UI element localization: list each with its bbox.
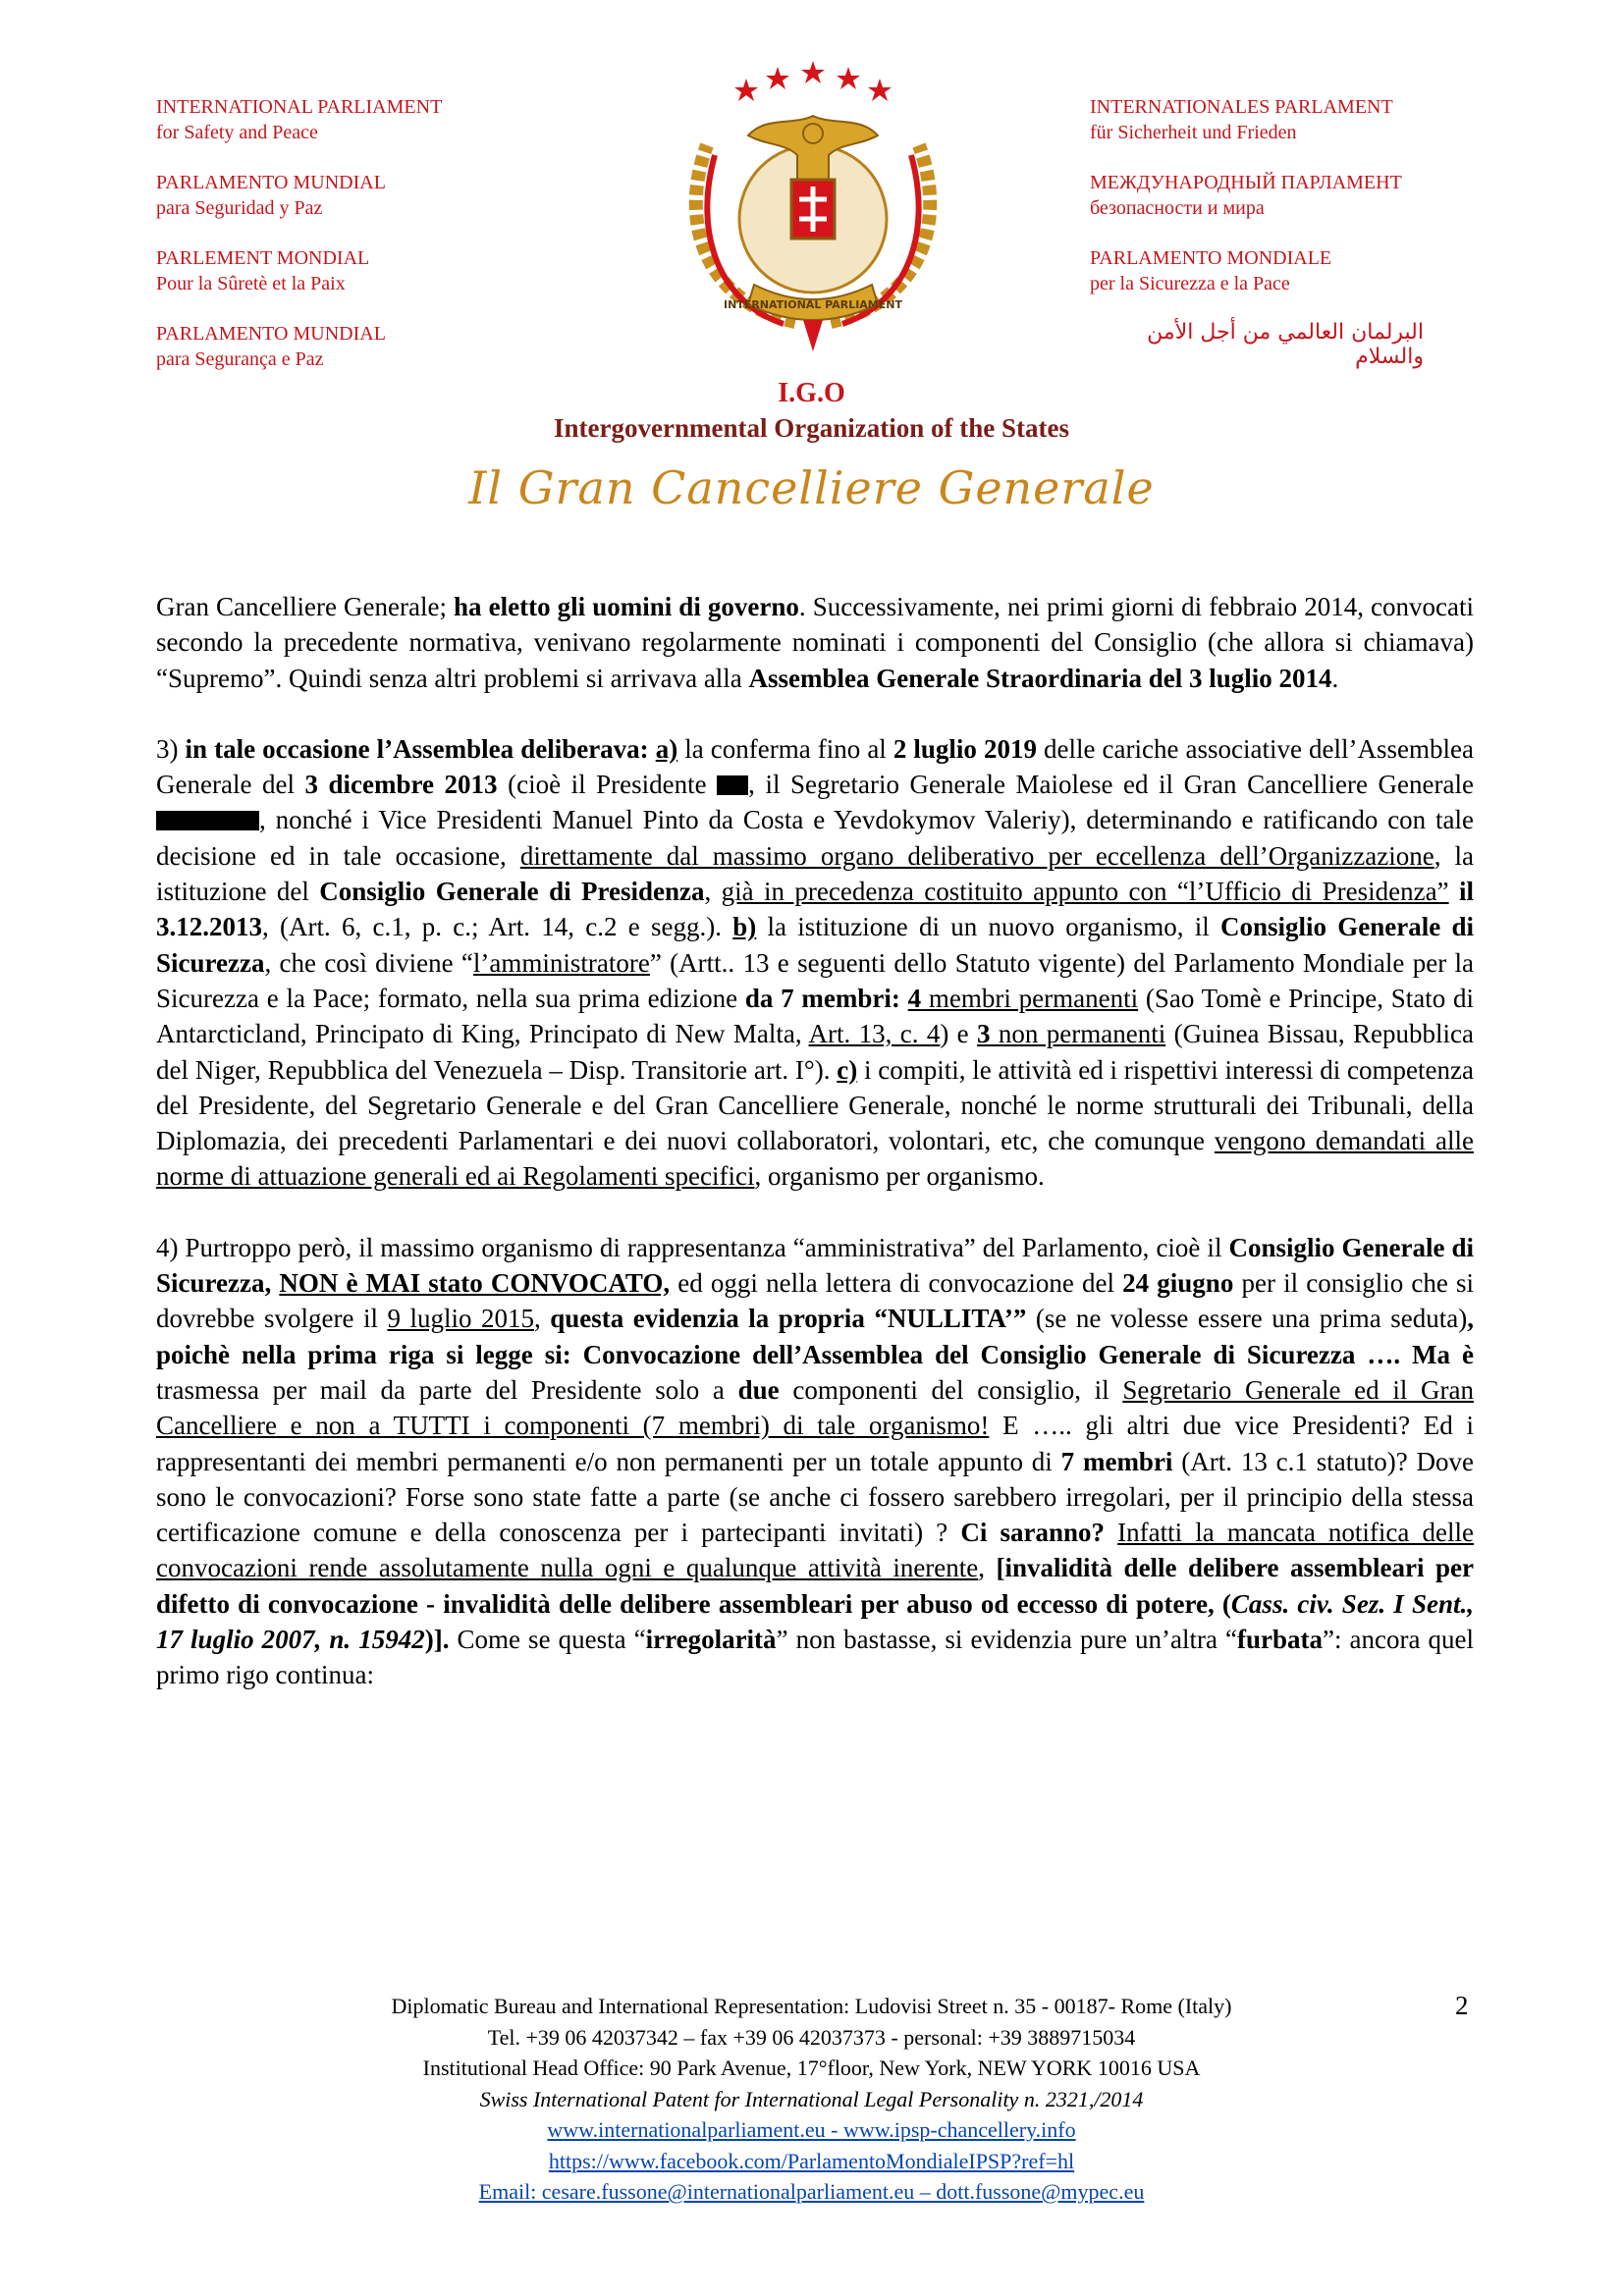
text-run: , (Art. 6, c.1, p. c.; Art. 14, c.2 e segg.).	[262, 912, 733, 942]
text-run: Consiglio Generale di Sicurezza,	[156, 1232, 1475, 1299]
header-entry	[156, 245, 568, 296]
text-run: 24 giugno	[1122, 1268, 1234, 1299]
text-run: ed oggi nella lettera di convocazione del	[670, 1268, 1123, 1299]
footer-email-link[interactable]: Email: cesare.fussone@internationalparliament.eu – dott.fussone@mypec.eu	[478, 2179, 1145, 2204]
text-run: la conferma fino al	[677, 733, 893, 764]
text-run: NON è MAI stato CONVOCATO,	[279, 1268, 671, 1299]
footer-website-link[interactable]: www.internationalparliament.eu - www.ipsp-chancellery.info	[547, 2117, 1076, 2142]
text-run: non permanenti	[990, 1019, 1166, 1049]
text-run: a)	[655, 733, 678, 764]
igo-title: I.G.O	[778, 378, 845, 408]
redaction-mark	[156, 811, 259, 830]
header-right-titles	[1090, 94, 1502, 321]
text-run: Infatti la mancata notifica delle convocazioni rende assolutamente nulla ogni e qualunque attività inerente	[156, 1518, 1474, 1583]
text-run: il 3.12.2013	[156, 877, 1475, 942]
text-run: irregolarità	[645, 1625, 777, 1655]
text-run: (Guinea Bissau, Repubblica del Niger, Repubblica del Venezuela – Disp. Transitorie art. I°).	[156, 1019, 1474, 1085]
header-subtitle: per la Sicurezza e la Pace	[1090, 273, 1290, 294]
text-run: due	[737, 1374, 780, 1405]
header-title: PARLAMENTO MUNDIAL	[156, 172, 386, 193]
text-run: la istituzione di un nuovo organismo, il	[756, 912, 1220, 942]
text-run: Gran Cancelliere Generale;	[156, 592, 455, 621]
text-run: Ci saranno?	[960, 1518, 1106, 1548]
text-run: , il Segretario Generale Maiolese ed il Gran Cancelliere Generale	[748, 770, 1474, 800]
text-run: ha eletto gli uomini di governo	[454, 592, 799, 621]
paragraph	[156, 1230, 1474, 1693]
text-run: Consiglio Generale di Sicurezza	[156, 912, 1474, 978]
text-run: componenti del consiglio, il	[779, 1374, 1123, 1405]
text-run: Cass. civ. Sez. I Sent., 17 luglio 2007, n. 15942	[156, 1588, 1474, 1655]
header-title: PARLEMENT MONDIAL	[156, 247, 370, 269]
text-run: , che così diviene “	[264, 947, 473, 978]
header-subtitle: für Sicherheit und Frieden	[1090, 122, 1297, 143]
text-run: , poichè nella prima riga si legge si: Convocazione dell’Assemblea del Consiglio Generale di Sicurezza …. Ma è	[156, 1304, 1475, 1369]
header-arabic-title: البرلمان العالمي من أجل الأمن والسلام	[1147, 320, 1424, 369]
header-left-titles	[156, 94, 568, 397]
text-run: (Sao Tomè e Principe, Stato di Antarcticland, Principato di King, Principato di New Malta,	[156, 983, 1475, 1049]
header-entry	[156, 321, 568, 372]
text-run: questa evidenzia la propria “NULLITA’”	[550, 1304, 1027, 1334]
text-run: 7 membri	[1060, 1446, 1173, 1476]
text-run: Come se questa “	[449, 1625, 646, 1655]
text-run: b)	[732, 912, 757, 942]
text-run: 3 dicembre 2013	[304, 770, 498, 800]
text-run: 9 luglio 2015	[387, 1304, 534, 1334]
text-run: ,	[704, 877, 722, 907]
text-run: [invalidità delle delibere assembleari per difetto di convocazione - invalidità delle delibere assembleari per abuso od eccesso di potere, (	[156, 1553, 1475, 1619]
parliament-emblem-icon	[668, 57, 958, 359]
document-body	[156, 589, 1474, 1729]
text-run: ) e	[940, 1019, 978, 1049]
text-run: 2 luglio 2019	[893, 733, 1037, 764]
igo-subtitle: Intergovernmental Organization of the States	[554, 413, 1069, 443]
header-subtitle: para Segurança e Paz	[156, 348, 324, 370]
text-run: . Successivamente, nei primi giorni di febbraio 2014, convocati secondo la precedente normativa, venivano regolarmente nominati i componenti del Consiglio (che allora si chiamava) “Supremo”. Quindi senza altri problemi si arrivava alla	[156, 592, 1474, 693]
page-footer	[0, 1991, 1623, 2208]
script-signature-title: Il Gran Cancelliere Generale	[468, 461, 1155, 514]
header-subtitle: безопасности и мира	[1090, 197, 1265, 219]
text-run: .	[1331, 663, 1339, 693]
header-entry	[1090, 245, 1502, 296]
paragraph	[156, 589, 1474, 696]
header-entry	[1090, 170, 1502, 221]
text-run: i compiti, le attività ed i rispettivi interessi di competenza del Presidente, del Segretario Generale e del Gran Cancelliere Generale, nonché le norme strutturali dei Tribunali, della Diplomazia, dei precedenti Parlamentari e dei nuovi collaboratori, volontari, etc, che comunque	[156, 1054, 1474, 1156]
text-run: Assemblea Generale Straordinaria del 3 luglio 2014	[748, 663, 1332, 693]
text-run: 3	[977, 1019, 991, 1049]
text-run: membri permanenti	[921, 983, 1139, 1013]
header-title: INTERNATIONALES PARLAMENT	[1090, 96, 1393, 118]
header-title: МЕЖДУНАРОДНЫЙ ПАРЛАМЕНТ	[1090, 172, 1402, 193]
header-title: INTERNATIONAL PARLIAMENT	[156, 96, 443, 118]
redaction-mark	[717, 775, 748, 795]
footer-head-office: Institutional Head Office: 90 Park Avenue, 17°floor, New York, NEW YORK 10016 USA	[422, 2056, 1201, 2080]
text-run: da 7 membri:	[744, 983, 908, 1013]
text-run: già in precedenza costituito appunto con “l’Ufficio di Presidenza”	[721, 877, 1449, 907]
page-number: 2	[1455, 1991, 1469, 2020]
header-title: PARLAMENTO MONDIALE	[1090, 247, 1332, 269]
footer-facebook-link[interactable]: https://www.facebook.com/ParlamentoMondialeIPSP?ref=hl	[548, 2148, 1075, 2173]
text-run: 3)	[156, 733, 186, 764]
text-run: 4	[907, 983, 922, 1013]
header-entry	[1090, 94, 1502, 145]
text-run: Art. 13, c. 4	[808, 1019, 941, 1049]
text-run: per il consiglio che si dovrebbe svolgere il	[156, 1268, 1475, 1334]
footer-address: Diplomatic Bureau and International Representation: Ludovisi Street n. 35 - 00187- Rome (Italy)	[391, 1994, 1232, 2018]
text-run: Segretario Generale ed il Gran Cancelliere e non a TUTTI i componenti (7 membri) di tale organismo!	[156, 1374, 1474, 1441]
text-run: (Art. 13 c.1 statuto)? Dove sono le convocazioni? Forse sono state fatte a parte (se anche ci fossero sarebbero irregolari, per il principio della stessa certificazione comune e della conoscenza per i partecipanti invitati) ?	[156, 1446, 1474, 1548]
text-run	[1449, 877, 1459, 906]
text-run	[1105, 1518, 1117, 1547]
emblem-ribbon-text: INTERNATIONAL PARLIAMENT	[724, 298, 902, 311]
text-run: ”: ancora quel primo rigo continua:	[156, 1625, 1474, 1690]
footer-phone: Tel. +39 06 42037342 – fax +39 06 42037373 - personal: +39 3889715034	[487, 2024, 1136, 2050]
text-run: vengono demandati alle norme di attuazione generali ed ai Regolamenti specifici	[156, 1126, 1474, 1192]
text-run: (cioè il Presidente	[497, 770, 718, 800]
header-entry	[156, 170, 568, 221]
text-run: l’amministratore	[472, 947, 650, 978]
text-run: trasmessa per mail da parte del Presidente solo a	[156, 1374, 738, 1405]
header-entry	[156, 94, 568, 145]
text-run: direttamente dal massimo organo deliberativo per eccellenza dell’Organizzazione	[519, 840, 1434, 871]
header-subtitle: para Seguridad y Paz	[156, 197, 323, 219]
text-run: E ….. gli altri due vice Presidenti? Ed i rappresentanti dei membri permanenti e/o non permanenti per un totale appunto di	[156, 1411, 1474, 1476]
text-run: furbata	[1236, 1625, 1323, 1655]
text-run: , nonché i Vice Presidenti Manuel Pinto da Costa e Yevdokymov Valeriy), determinando e ratificando con tale decisione ed in tale occasione,	[156, 805, 1474, 871]
header-title: PARLAMENTO MUNDIAL	[156, 323, 386, 345]
text-run: c)	[837, 1054, 858, 1085]
header-subtitle: Pour la Sûretè et la Paix	[156, 273, 346, 294]
text-run: in tale occasione l’Assemblea deliberava:	[185, 733, 656, 764]
text-run: ,	[534, 1304, 551, 1334]
paragraph	[156, 731, 1474, 1195]
text-run: )].	[424, 1625, 450, 1655]
text-run: 4) Purtroppo però, il massimo organismo di rappresentanza “amministrativa” del Parlamento, cioè il	[156, 1232, 1229, 1262]
text-run: ,	[978, 1553, 997, 1583]
text-run: Consiglio Generale di Presidenza	[319, 877, 705, 907]
text-run: (se ne volesse essere una prima seduta)	[1026, 1304, 1468, 1334]
text-run: ” (Artt.. 13 e seguenti dello Statuto vigente) del Parlamento Mondiale per la Sicurezza e la Pace; formato, nella sua prima edizione	[156, 947, 1474, 1013]
header-subtitle: for Safety and Peace	[156, 122, 318, 143]
text-run: , la istituzione del	[156, 840, 1474, 907]
text-run: , organismo per organismo.	[754, 1161, 1045, 1192]
footer-patent: Swiss International Patent for International Legal Personality n. 2321,/2014	[479, 2086, 1144, 2111]
text-run: delle cariche associative dell’Assemblea Generale del	[156, 733, 1474, 800]
text-run: ” non bastasse, si evidenzia pure un’altra “	[776, 1625, 1237, 1655]
